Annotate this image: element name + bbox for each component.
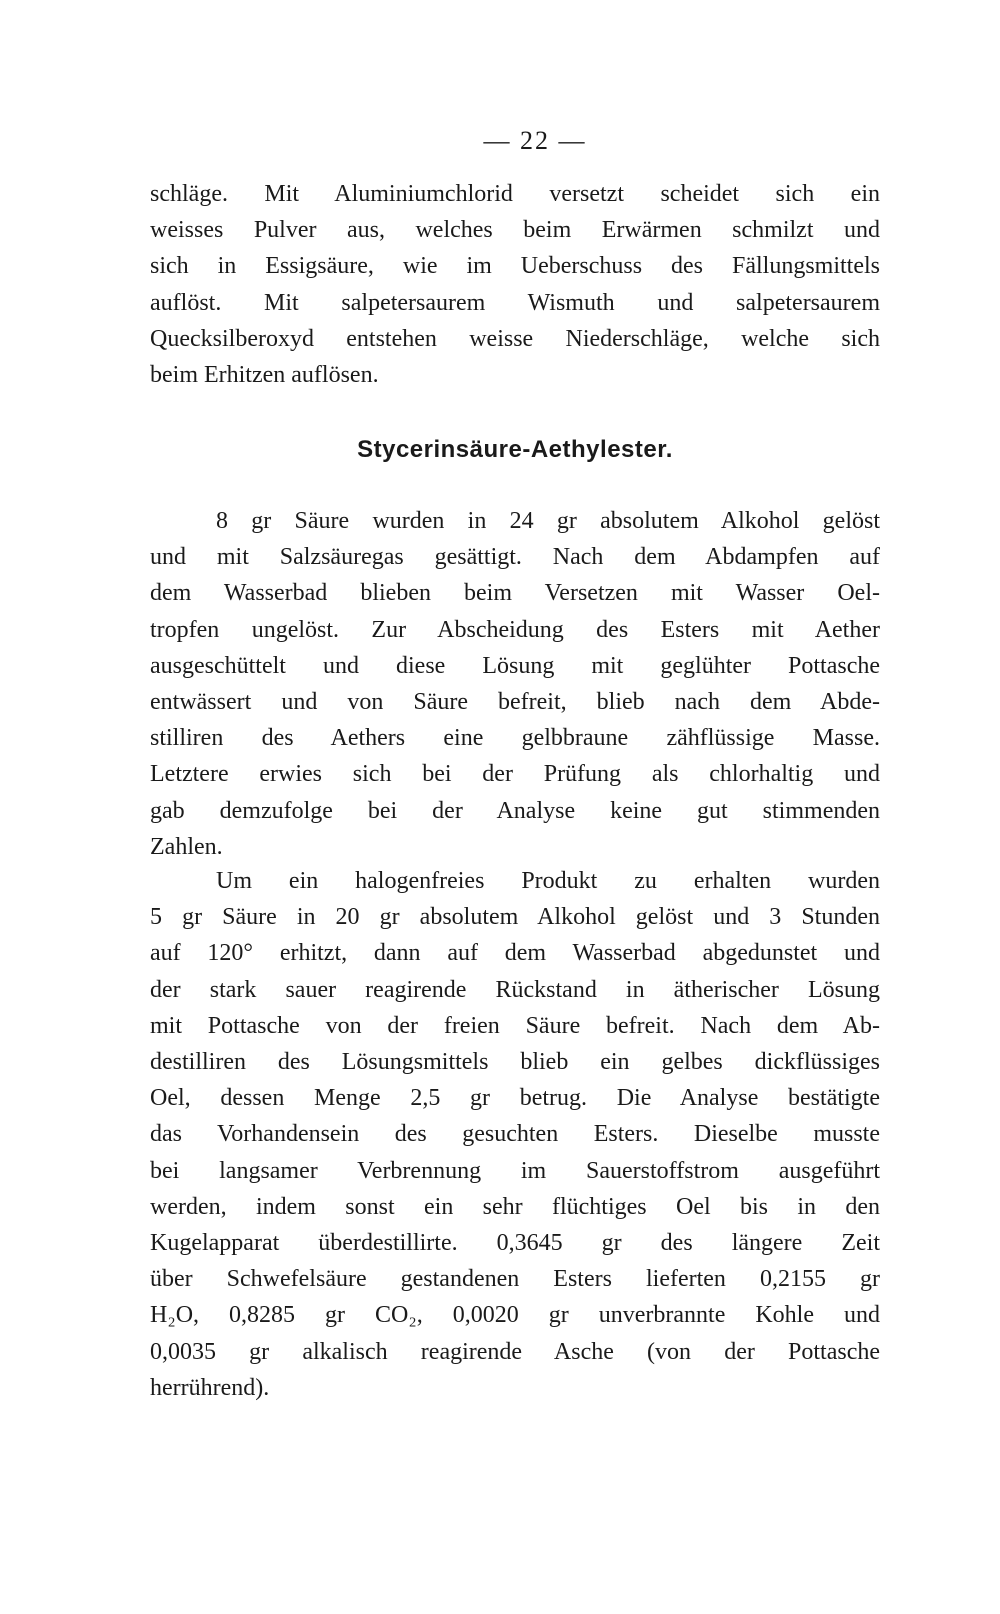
text-line: 8 gr Säure wurden in 24 gr absolutem Alkohol gelöst bbox=[216, 508, 880, 534]
text-line: und mit Salzsäuregas gesättigt. Nach dem Abdampfen auf bbox=[150, 544, 880, 571]
text-line: das Vorhandensein des gesuchten Esters. Dieselbe musste bbox=[150, 1121, 880, 1148]
text-line: herrührend). bbox=[150, 1374, 270, 1401]
text-line: bei langsamer Verbrennung im Sauerstoffstrom ausgeführt bbox=[150, 1157, 880, 1184]
text-line: werden, indem sonst ein sehr flüchtiges Oel bis in den bbox=[150, 1193, 880, 1220]
text-line: tropfen ungelöst. Zur Abscheidung des Esters mit Aether bbox=[150, 616, 880, 643]
text-line: destilliren des Lösungsmittels blieb ein gelbes dickflüssiges bbox=[150, 1049, 880, 1076]
text-line: schläge. Mit Aluminiumchlorid versetzt scheidet sich ein bbox=[150, 181, 880, 207]
text-line: auflöst. Mit salpetersaurem Wismuth und salpetersaurem bbox=[150, 289, 880, 316]
section-heading: Stycerinsäure-Aethylester. bbox=[357, 436, 673, 463]
text-line: H₂O, 0,8285 gr CO₂, 0,0020 gr unverbrannte Kohle und bbox=[150, 1302, 880, 1329]
text-line: ausgeschüttelt und diese Lösung mit geglühter Pottasche bbox=[150, 652, 880, 679]
text-line: der stark sauer reagirende Rückstand in ätherischer Lösung bbox=[150, 976, 880, 1003]
text-line: entwässert und von Säure befreit, blieb nach dem Abde- bbox=[150, 689, 880, 716]
text-line: mit Pottasche von der freien Säure befreit. Nach dem Ab- bbox=[150, 1012, 880, 1039]
page-number: — 22 — bbox=[483, 126, 587, 155]
text-line: Quecksilberoxyd entstehen weisse Niederschläge, welche sich bbox=[150, 325, 880, 352]
text-line: weisses Pulver aus, welches beim Erwärmen schmilzt und bbox=[150, 217, 880, 244]
text-line: Oel, dessen Menge 2,5 gr betrug. Die Analyse bestätigte bbox=[150, 1085, 880, 1112]
text-line: 0,0035 gr alkalisch reagirende Asche (von der Pottasche bbox=[150, 1338, 880, 1365]
paragraph-ester-preparation bbox=[150, 503, 880, 865]
text-line: Kugelapparat überdestillirte. 0,3645 gr des längere Zeit bbox=[150, 1230, 880, 1257]
text-line: Letztere erwies sich bei der Prüfung als chlorhaltig und bbox=[150, 761, 880, 788]
text-line: auf 120° erhitzt, dann auf dem Wasserbad abgedunstet und bbox=[150, 940, 880, 967]
text-line: über Schwefelsäure gestandenen Esters lieferten 0,2155 gr bbox=[150, 1266, 880, 1293]
text-line: sich in Essigsäure, wie im Ueberschuss des Fällungsmittels bbox=[150, 253, 880, 280]
paragraph-continuation bbox=[150, 176, 880, 393]
text-line: 5 gr Säure in 20 gr absolutem Alkohol gelöst und 3 Stunden bbox=[150, 904, 880, 931]
text-line: Zahlen. bbox=[150, 833, 223, 860]
text-line: dem Wasserbad blieben beim Versetzen mit Wasser Oel- bbox=[150, 580, 880, 607]
text-line: Um ein halogenfreies Produkt zu erhalten wurden bbox=[216, 868, 880, 894]
paragraph-halogen-free-product bbox=[150, 863, 880, 1406]
text-line: gab demzufolge bei der Analyse keine gut stimmenden bbox=[150, 797, 880, 824]
text-line: beim Erhitzen auflösen. bbox=[150, 362, 379, 389]
text-line: stilliren des Aethers eine gelbbraune zähflüssige Masse. bbox=[150, 725, 880, 752]
